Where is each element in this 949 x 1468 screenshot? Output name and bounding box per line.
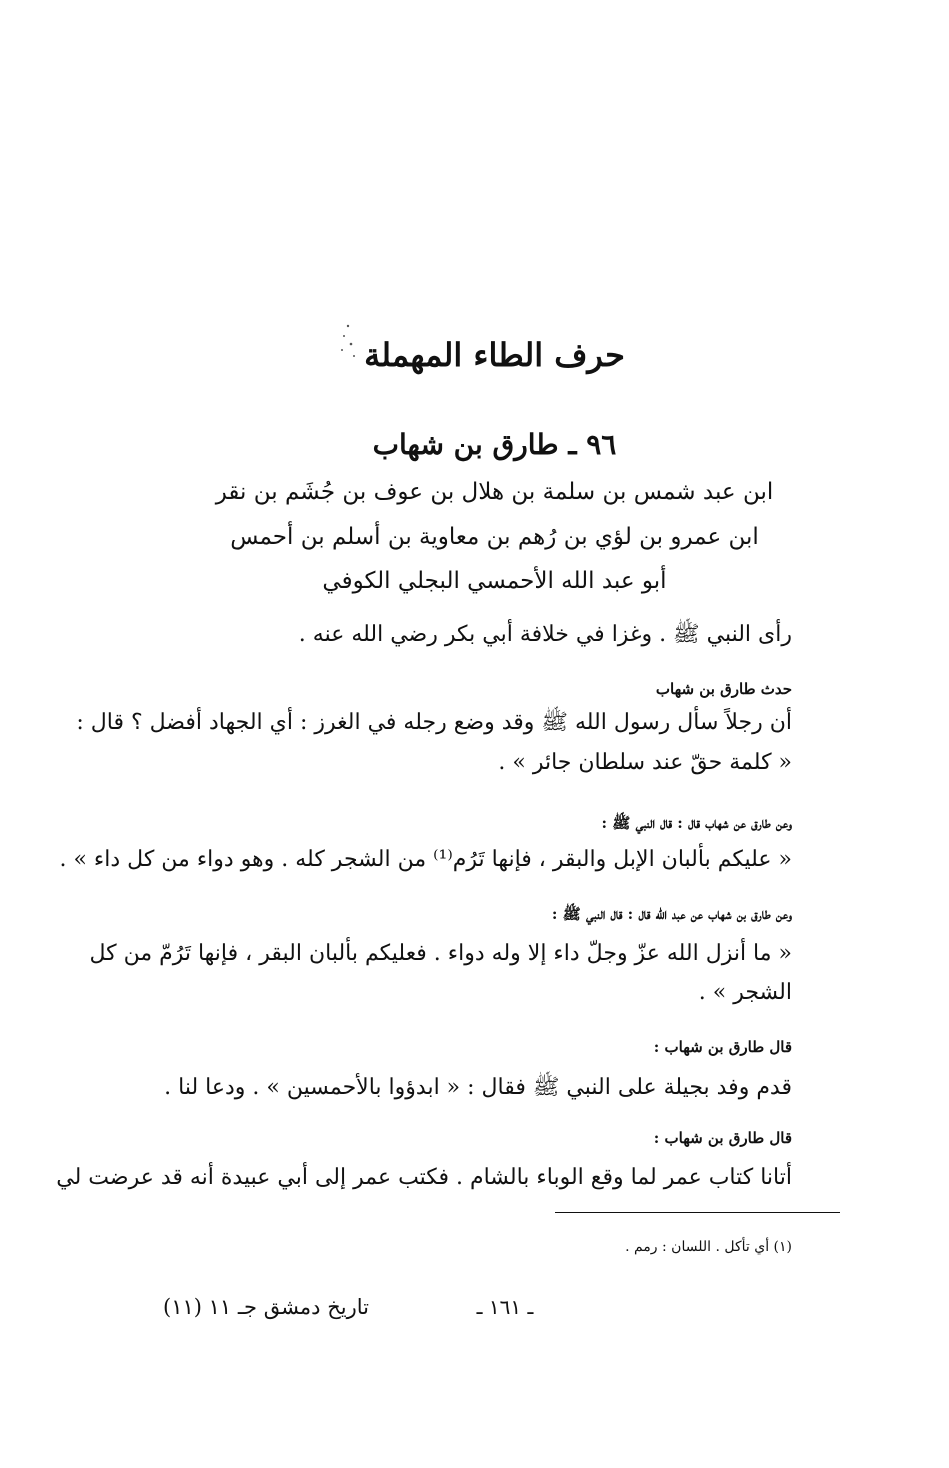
lineage-line-1: ابن عبد شمس بن سلمة بن هلال بن عوف بن جُشَم بن نقر	[215, 479, 774, 505]
narration-chain: وعن طارق بن شهاب عن عبد الله قال : قال النبي ﷺ :	[551, 905, 792, 923]
narration-line: « عليكم بألبان الإبل والبقر ، فإنها تَرُم⁽¹⁾ من الشجر كله . وهو دواء من كل داء » .	[59, 847, 792, 872]
narration-line: الشجر » .	[698, 980, 792, 1005]
page-number: ـ ١٦١ ـ	[476, 1295, 534, 1319]
entry-title: ٩٦ ـ طارق بن شهاب	[372, 428, 617, 461]
narration-line: « كلمة حقّ عند سلطان جائر » .	[498, 750, 792, 775]
lineage-line-3: أبو عبد الله الأحمسي البجلي الكوفي	[322, 568, 667, 594]
narration-line: قدم وفد بجيلة على النبي ﷺ فقال : « ابدؤوا بالأحمسين » . ودعا لنا .	[164, 1075, 792, 1100]
narration-chain: قال طارق بن شهاب :	[653, 1129, 792, 1147]
narration-chain: وعن طارق عن شهاب قال : قال النبي ﷺ :	[601, 814, 792, 832]
narration-line: أن رجلاً سأل رسول الله ﷺ وقد وضع رجله في الغرز : أي الجهاد أفضل ؟ قال :	[76, 710, 792, 735]
lineage-line-2: ابن عمرو بن لؤي بن رُهم بن معاوية بن أسلم بن أحمس	[230, 524, 759, 550]
footnote: (١) أي تأكل . اللسان : رمم .	[625, 1239, 792, 1255]
footer-source: تاريخ دمشق جـ ١١ (١١)	[163, 1295, 369, 1319]
footnote-divider	[555, 1212, 840, 1213]
intro-text: رأى النبي ﷺ . وغزا في خلافة أبي بكر رضي الله عنه .	[298, 622, 792, 647]
narration-chain: قال طارق بن شهاب :	[653, 1038, 792, 1056]
narration-chain: حدث طارق بن شهاب	[655, 680, 792, 698]
narration-line: أتانا كتاب عمر لما وقع الوباء بالشام . فكتب عمر إلى أبي عبيدة أنه قد عرضت لي	[56, 1165, 792, 1190]
narration-line: « ما أنزل الله عزّ وجلّ داء إلا وله دواء . فعليكم بألبان البقر ، فإنها تَرُمّ من كل	[89, 941, 792, 966]
chapter-title: حرف الطاء المهملة	[364, 336, 625, 374]
